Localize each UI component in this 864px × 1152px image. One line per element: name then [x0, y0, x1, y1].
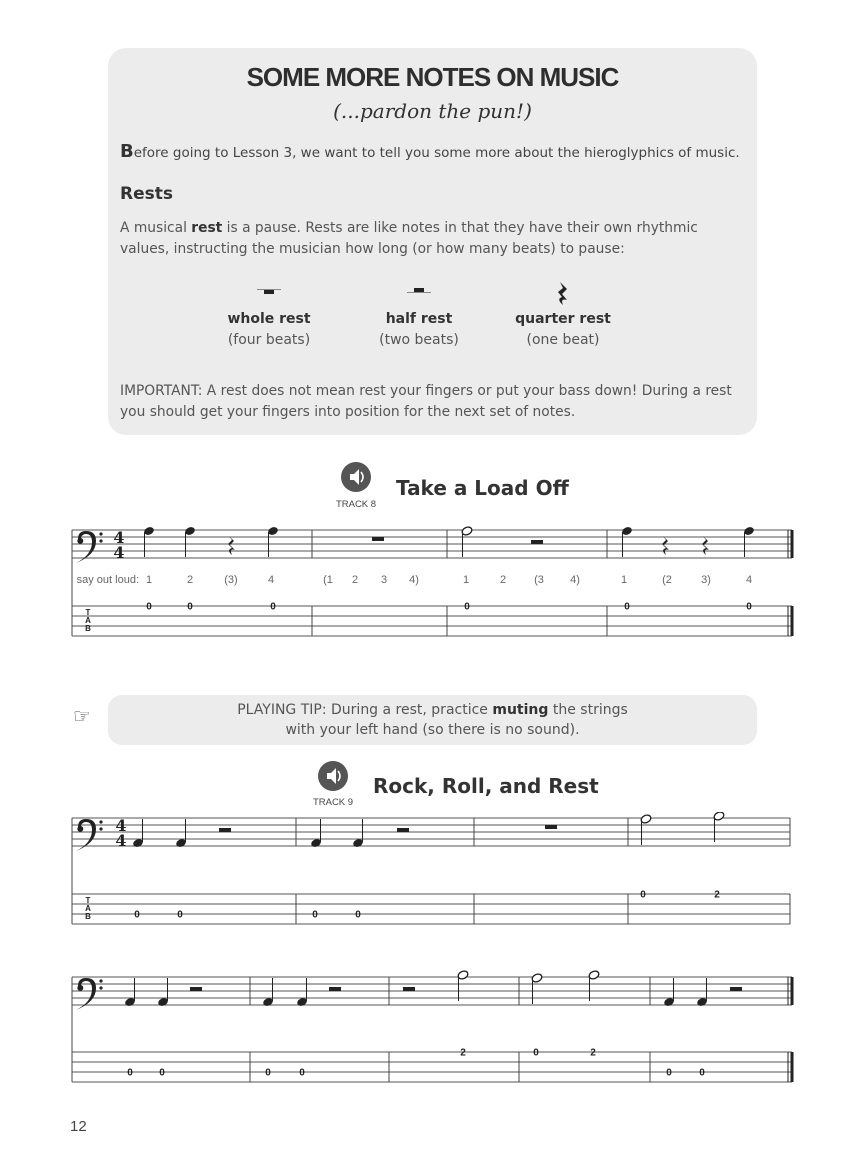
speaker-icon[interactable]: [341, 462, 371, 492]
tab-number: 0: [187, 601, 193, 613]
tab-number: 0: [464, 601, 470, 613]
notation-system-track-9-line-1: [0, 812, 864, 937]
count-label: 1: [145, 574, 153, 586]
info-subtitle: (...pardon the pun!): [333, 99, 532, 123]
tip-text-line2: with your left hand (so there is no sound).: [285, 722, 580, 738]
tab-letter: A: [85, 904, 91, 913]
tab-number: 2: [460, 1047, 466, 1059]
speaker-icon[interactable]: [318, 761, 348, 791]
tab-number: 0: [177, 909, 183, 921]
bass-clef-dot: [99, 986, 102, 989]
rest-name: whole rest: [227, 311, 311, 327]
count-label: 2: [186, 574, 194, 586]
count-label: 3: [380, 574, 388, 586]
rest-def-text-a: A musical: [120, 220, 192, 236]
whole-rest-icon: [257, 289, 281, 290]
tab-letter: T: [85, 896, 91, 905]
tab-letter: A: [85, 616, 91, 625]
tab-number: 2: [714, 889, 720, 901]
tab-number: 0: [746, 601, 752, 613]
count-label: (2: [662, 574, 672, 586]
quarter-rest-item: [498, 280, 628, 349]
rest-name: quarter rest: [515, 311, 611, 327]
time-signature-bottom: 4: [115, 831, 127, 850]
intro-text: efore going to Lesson 3, we want to tell you some more about the hieroglyphics of music.: [133, 145, 740, 161]
tab-number: 0: [159, 1067, 165, 1079]
rest-def-text-b: is a pause. Rests are like notes in that they have their own rhythmic values, instructing the musician how long (or how many beats) to pause:: [120, 220, 698, 257]
half-rest: [397, 828, 409, 832]
rest-beats: (two beats): [379, 332, 459, 348]
rest-beats: (four beats): [227, 332, 311, 348]
important-note: IMPORTANT: A rest does not mean rest your fingers or put your bass down! During a rest you should get your fingers into position for the next set of notes.: [120, 383, 732, 420]
time-signature-top: 4: [113, 528, 125, 547]
quarter-rest: [702, 536, 709, 555]
page-number: 12: [70, 1118, 87, 1135]
half-rest-icon: [407, 292, 431, 293]
half-rest: [190, 987, 202, 991]
tab-number: 0: [624, 601, 630, 613]
tab-number: 0: [134, 909, 140, 921]
half-rest: [329, 987, 341, 991]
rest-name: half rest: [385, 311, 453, 327]
count-label: (3: [534, 574, 544, 586]
tab-number: 2: [590, 1047, 596, 1059]
rest-beats: (one beat): [526, 332, 600, 348]
whole-rest: [545, 825, 557, 829]
tab-number: 0: [146, 601, 152, 613]
playing-tip-box: [108, 695, 757, 745]
bass-clef-dot: [99, 827, 102, 830]
count-label: 4): [409, 574, 419, 586]
tab-number: 0: [270, 601, 276, 613]
rest-definition: [120, 218, 748, 260]
intro-paragraph: [120, 141, 745, 164]
track-label: TRACK 8: [335, 499, 377, 510]
time-signature-top: 4: [115, 816, 127, 835]
half-rest: [531, 540, 543, 544]
quarter-rest: [662, 536, 669, 555]
tab-number: 0: [265, 1067, 271, 1079]
tab-number: 0: [312, 909, 318, 921]
count-label: 3): [701, 574, 711, 586]
tab-letter: B: [85, 624, 91, 633]
tab-number: 0: [355, 909, 361, 921]
playing-tip-text: [108, 700, 757, 740]
count-label: (1: [323, 574, 333, 586]
rest-def-bold: rest: [191, 220, 223, 236]
count-label: 4: [267, 574, 275, 586]
tab-number: 0: [640, 889, 646, 901]
tab-letter: B: [85, 912, 91, 921]
notation-system-track-9-line-2: [0, 967, 864, 1092]
tab-number: 0: [533, 1047, 539, 1059]
bass-clef-dot: [99, 532, 102, 535]
count-label: (3): [224, 574, 238, 586]
tip-text-b: the strings: [548, 702, 628, 718]
tip-bold: muting: [492, 702, 549, 718]
bass-clef-dot: [99, 979, 102, 982]
tab-number: 0: [299, 1067, 305, 1079]
rests-heading: Rests: [120, 184, 173, 204]
drop-cap: B: [120, 141, 134, 162]
say-out-loud-label: say out loud:: [76, 574, 139, 586]
song-title: Take a Load Off: [396, 476, 569, 500]
bass-clef-dot: [99, 539, 102, 542]
track-label: TRACK 9: [312, 797, 354, 808]
half-rest: [730, 987, 742, 991]
bass-clef-dot: [99, 820, 102, 823]
half-rest-item: [354, 280, 484, 349]
count-label: 4): [570, 574, 580, 586]
tab-number: 0: [127, 1067, 133, 1079]
tip-text-a: PLAYING TIP: During a rest, practice: [237, 702, 493, 718]
whole-rest-item: [204, 280, 334, 349]
song-title: Rock, Roll, and Rest: [373, 774, 599, 798]
tab-number: 0: [699, 1067, 705, 1079]
time-signature-bottom: 4: [113, 543, 125, 562]
quarter-rest-icon: [498, 280, 628, 306]
tab-number: 0: [666, 1067, 672, 1079]
info-box: [108, 48, 757, 435]
count-label: 4: [745, 574, 753, 586]
tab-letter: T: [85, 608, 91, 617]
half-rest: [219, 828, 231, 832]
half-rest: [403, 987, 415, 991]
count-label: 2: [351, 574, 359, 586]
count-label: 1: [462, 574, 470, 586]
pointing-hand-icon: ☞: [73, 704, 91, 728]
quarter-rest: [228, 536, 235, 555]
count-label: 1: [620, 574, 628, 586]
count-label: 2: [499, 574, 507, 586]
notation-system-track-8: [0, 520, 864, 645]
info-title: SOME MORE NOTES ON MUSIC: [246, 62, 619, 92]
whole-rest: [372, 537, 384, 541]
